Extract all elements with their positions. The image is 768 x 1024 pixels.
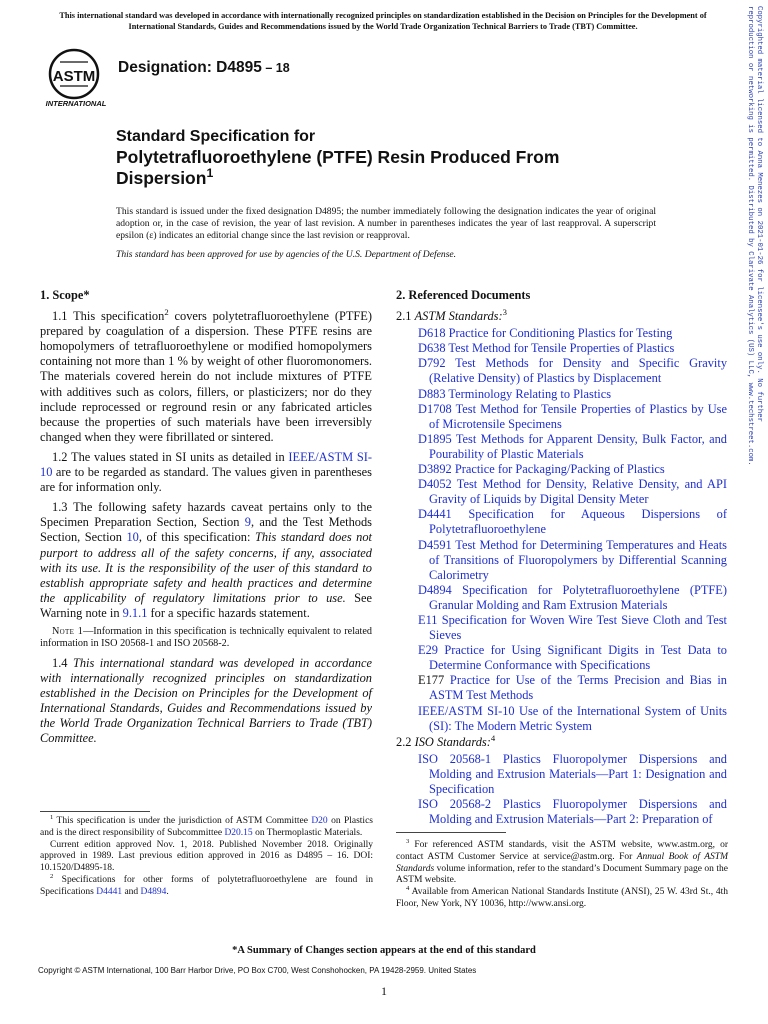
- reference-item: [407, 752, 727, 797]
- section-10-link[interactable]: 10: [126, 530, 139, 545]
- reference-code-link[interactable]: D1895: [418, 431, 452, 446]
- reference-title-link[interactable]: Plastics Fluoropolymer Dispersions and Molding and Extrusion Materials—Part 2: Preparation of: [429, 797, 727, 827]
- section-9-1-1-link[interactable]: 9.1.1: [122, 605, 148, 620]
- reference-title-link[interactable]: Practice for Using Significant Digits in Test Data to Determine Conformance with Specifications: [429, 643, 727, 673]
- footnotes-right: [396, 837, 728, 911]
- reference-item: [407, 643, 727, 673]
- issued-text: This standard is issued under the fixed designation D4895; the number immediately following the designation indicates the year of original adoption or, in the case of revision, the year of last revision. A number in parentheses indicates the year of last reapproval. A superscript epsilon (ε) indicates an editorial change since the last revision or reapproval.: [116, 206, 656, 242]
- iso-standards-label: 2.2 ISO Standards:$^4$: [396, 732, 496, 749]
- reference-item: [407, 356, 727, 386]
- reference-item: [407, 387, 727, 402]
- reference-item: [407, 673, 727, 703]
- references-heading: 2. Referenced Documents: [396, 288, 531, 302]
- summary-of-changes-note: *A Summary of Changes section appears at the end of this standard: [232, 945, 536, 956]
- scope-column: [40, 288, 372, 751]
- reference-code-link[interactable]: D4591: [418, 537, 452, 552]
- astm-logo: [44, 48, 108, 108]
- designation-label: Designation: D4895: [118, 59, 262, 76]
- logo-subtext: INTERNATIONAL: [45, 99, 107, 108]
- reference-code-link[interactable]: E177: [418, 673, 445, 688]
- reference-code-link[interactable]: E29: [418, 643, 438, 658]
- reference-item: [407, 704, 727, 734]
- reference-title-link[interactable]: Practice for Use of the Terms Precision and Bias in ASTM Test Methods: [429, 673, 727, 703]
- reference-title-link[interactable]: Practice for Conditioning Plastics for Testing: [448, 326, 673, 341]
- reference-code-link[interactable]: D4441: [418, 507, 452, 522]
- footnote-1: $^1$ This specification is under the jurisdiction of ASTM Committee D20 on Plastics and is the direct responsibility of Subcommittee D20.15 on Thermoplastic Materials.: [40, 813, 373, 838]
- reference-title-link[interactable]: Test Method for Density, Relative Density, and API Gravity of Liquids by Digital Density Meter: [429, 477, 727, 507]
- reference-item: [407, 462, 727, 477]
- issuance-statement: [116, 206, 656, 261]
- referenced-documents-column: [396, 288, 727, 827]
- reference-code-link[interactable]: D883: [418, 386, 446, 401]
- reference-item: [407, 797, 727, 827]
- designation: [118, 59, 290, 77]
- footnote-2: $^2$ Specifications for other forms of polytetrafluoroethylene are found in Specifications D4441 and D4894.: [40, 872, 373, 897]
- reference-title-link[interactable]: Test Methods for Apparent Density, Bulk Factor, and Pourability of Plastic Materials: [429, 431, 728, 461]
- reference-code-link[interactable]: D792: [418, 356, 446, 371]
- reference-code-link[interactable]: D4894: [418, 582, 452, 597]
- title-line-3: Dispersion$^1$: [116, 166, 214, 188]
- reference-code-link[interactable]: D3892: [418, 462, 452, 477]
- reference-title-link[interactable]: Specification for Polytetrafluoroethylene (PTFE) Granular Molding and Ram Extrusion Materials: [429, 582, 727, 612]
- reference-item: [407, 583, 727, 613]
- scope-para-1-3: 1.3 The following safety hazards caveat pertains only to the Specimen Preparation Section, Section 9, and the Test Methods Section, Section 10, of this specification: This standard does not purport to address all of the safety concerns, if any, associated with its use. It is the responsibility of the user of this standard to establish appropriate safety and health practices and determine the applicability of regulatory limitations prior to use. See Warning note in 9.1.1 for a specific hazards statement.: [40, 500, 373, 620]
- title-line-2: Polytetrafluoroethylene (PTFE) Resin Produced From: [116, 147, 560, 167]
- ieee-si10-link[interactable]: IEEE/ASTM SI-10: [40, 449, 372, 480]
- footnote-divider-right: [396, 832, 506, 833]
- scope-heading: 1. Scope*: [40, 288, 90, 302]
- reference-title-link[interactable]: Plastics Fluoropolymer Dispersions and Molding and Extrusion Materials—Part 1: Designation and Specification: [429, 751, 727, 796]
- reference-item: [407, 538, 727, 583]
- footnote-3: $^3$ For referenced ASTM standards, visit the ASTM website, www.astm.org, or contact ASTM Customer Service at service@astm.org. For Annual Book of ASTM Standards volume information, refer to the standard’s Document Summary page on the ASTM website.: [396, 837, 728, 886]
- committee-d20-link[interactable]: D20: [311, 816, 328, 826]
- scope-para-1-4: 1.4 This international standard was developed in accordance with internationally recognized principles on standardization established in the Decision on Principles for the Development of International Standards, Guides and Recommendations issued by the World Trade Organization Technical Barriers to Trade (TBT) Committee.: [40, 655, 372, 746]
- reference-title-link[interactable]: Use of the International System of Units (SI): The Modern Metric System: [429, 703, 727, 733]
- reference-code-link[interactable]: ISO 20568-2: [418, 797, 492, 812]
- reference-code-link[interactable]: E11: [418, 612, 438, 627]
- reference-title-link[interactable]: Specification for Woven Wire Test Sieve Cloth and Test Sieves: [429, 612, 727, 643]
- reference-item: [407, 402, 727, 432]
- reference-item: [407, 477, 727, 507]
- reference-code-link[interactable]: IEEE/ASTM SI-10: [418, 703, 515, 718]
- reference-title-link[interactable]: Test Method for Tensile Properties of Plastics: [448, 341, 675, 356]
- copyright-line: Copyright © ASTM International, 100 Barr Harbor Drive, PO Box C700, West Conshohocken, PA 19428-2959. United States: [38, 966, 477, 975]
- reference-item: [407, 326, 727, 341]
- designation-revision: – 18: [261, 61, 290, 75]
- reference-item: [407, 507, 727, 537]
- reference-item: [407, 613, 727, 643]
- d4441-link[interactable]: D4441: [96, 886, 123, 897]
- reference-title-link[interactable]: Test Method for Tensile Properties of Plastics by Use of Microtensile Specimens: [429, 401, 727, 431]
- reference-title-link[interactable]: Test Methods for Density and Specific Gravity (Relative Density) of Plastics by Displacement: [429, 356, 728, 386]
- reference-code-link[interactable]: D4052: [418, 477, 452, 492]
- dod-approval-text: This standard has been approved for use by agencies of the U.S. Department of Defense.: [116, 248, 457, 260]
- document-title: [116, 126, 559, 189]
- footnotes-left: [40, 813, 373, 899]
- footnote-1-edition: Current edition approved Nov. 1, 2018. Published November 2018. Originally approved in 1989. Last previous edition approved in 2016 as D4895 – 16. DOI: 10.1520/D4895-18.: [40, 839, 373, 874]
- iso-standards-list: [396, 752, 727, 827]
- page-number: 1: [381, 984, 387, 998]
- scope-para-1-2: 1.2 The values stated in SI units as detailed in IEEE/ASTM SI-10 are to be regarded as standard. The values given in parentheses are for information only.: [40, 449, 372, 495]
- d4894-link[interactable]: D4894: [140, 886, 167, 897]
- reference-title-link[interactable]: Terminology Relating to Plastics: [448, 386, 612, 401]
- reference-code-link[interactable]: D638: [418, 341, 446, 356]
- logo-text: ASTM: [52, 68, 96, 85]
- reference-code-link[interactable]: D618: [418, 326, 446, 341]
- reference-code-link[interactable]: D1708: [418, 401, 452, 416]
- reference-title-link[interactable]: Practice for Packaging/Packing of Plastics: [454, 462, 665, 477]
- scope-note-1: Note 1—Information in this specification is technically equivalent to related information in ISO 20568-1 and ISO 20568-2.: [40, 625, 373, 650]
- footnote-divider-left: [40, 811, 150, 812]
- subcommittee-d20-15-link[interactable]: D20.15: [224, 827, 253, 838]
- section-9-link[interactable]: 9: [244, 515, 251, 530]
- astm-standards-label: 2.1 ASTM Standards:$^3$: [396, 306, 507, 324]
- reference-title-link[interactable]: Specification for Aqueous Dispersions of Polytetrafluoroethylene: [429, 507, 727, 537]
- scope-para-1-1: 1.1 This specification$^2$ covers polytetrafluoroethylene (PTFE) prepared by coagulation of a dispersion. These PTFE resins are homopolymers of tetrafluoroethylene or modified homopolymers containing not more than 1 % by weight of other fluoromonomers. The materials covered herein do not include mixtures of PTFE with additives such as colors, fillers, or plasticizers; nor do they include reprocessed or reground resin or any fabricated articles because the properties of such materials have been irreversibly changed when they were fibrillated or sintered.: [40, 306, 373, 444]
- reference-title-link[interactable]: Test Method for Determining Temperatures and Heats of Transitions of Fluoropolymers by Differential Scanning Calorimetry: [429, 537, 727, 582]
- reference-item: [407, 341, 727, 356]
- reference-code-link[interactable]: ISO 20568-1: [418, 751, 492, 766]
- astm-standards-list: [396, 326, 727, 734]
- title-footnote-ref: 1: [206, 166, 214, 181]
- footnote-4: $^4$ Available from American National Standards Institute (ANSI), 25 W. 43rd St., 4th Floor, New York, NY 10036, http://www.ansi.org.: [396, 885, 728, 909]
- tbt-notice: This international standard was developed in accordance with internationally recognized principles on standardization established in the Decision on Principles for the Development of International Standards, Guides and Recommendations issued by the World Trade Organization Technical Barriers to Trade (TBT) Committee.: [59, 11, 707, 31]
- reference-item: [407, 432, 727, 462]
- title-line-1: Standard Specification for: [116, 128, 316, 145]
- license-watermark: Copyrighted material licensed to Anna Menezes on 2021-01-26 for licensee's use only. No further reproduction or networking is permitted. Distributed by Clarivate Analytics (US) LLC, www.techstreet.com.: [746, 6, 763, 466]
